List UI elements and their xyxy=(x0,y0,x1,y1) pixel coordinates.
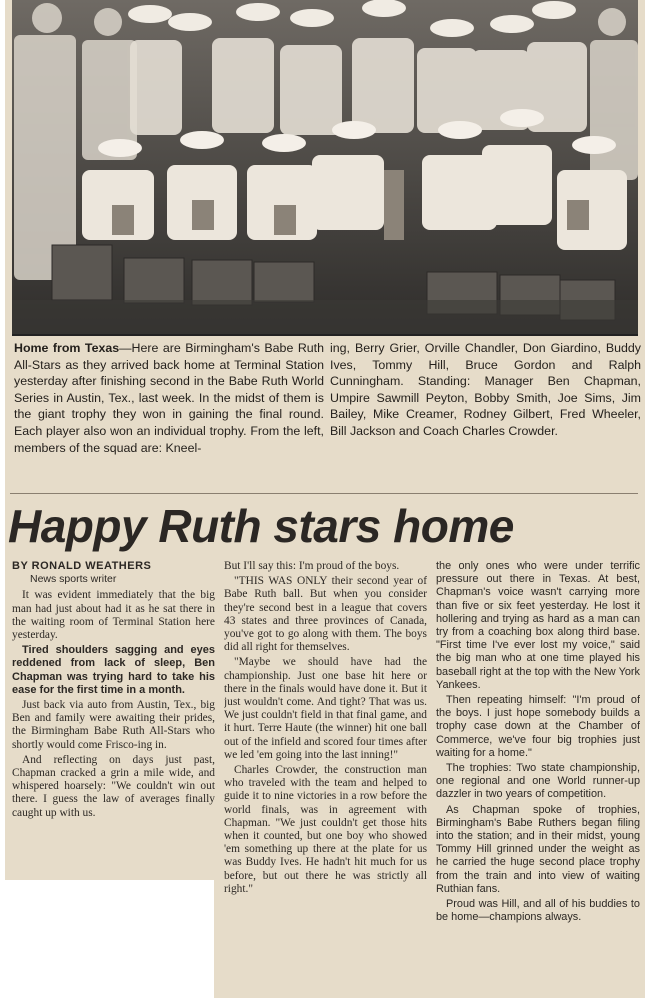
team-photo xyxy=(12,0,638,336)
article-column-3 xyxy=(436,560,640,998)
paragraph: the only ones who were under terrific pressure out there in Texas. At best, Chapman's voice wasn't carrying more than five or six feet yesterday. He lost it hollering and trying as hard as a man can try from a coaching box along third base. "First time I've ever lost my voice," said the big man who at one time played his baseball right at the top with the New York Yankees. xyxy=(436,560,640,691)
clipping-margin xyxy=(0,880,214,998)
paragraph: Tired shoulders sagging and eyes reddened from lack of sleep, Ben Chapman was trying hard to take his ease for the first time in a month. xyxy=(12,644,215,696)
caption-text-left: —Here are Birmingham's Babe Ruth All-Stars as they arrived back home at Terminal Station yesterday after finishing second in the Babe Ruth World Series in Austin, Tex., last week. In the midst of them is the giant trophy they won in gaining the final round. Each player also won an individual trophy. From the left, members of the squad are: Kneel- xyxy=(14,341,324,455)
photo-caption xyxy=(14,340,639,492)
caption-column-right: ing, Berry Grier, Orville Chandler, Don Giardino, Buddy Ives, Tommy Hill, Bruce Gordon and Ralph Cunningham. Standing: Manager Ben Chapman, Umpire Sawmill Peyton, Bobby Smith, Joe Sims, Jim Bailey, Mike Creamer, Rodney Gilbert, Fred Wheeler, Bill Jackson and Coach Charles Crowder. xyxy=(330,341,641,438)
paragraph: The trophies: Two state championship, one regional and one World runner-up dazzler in two years of competition. xyxy=(436,762,640,801)
byline: BY RONALD WEATHERS xyxy=(12,560,152,572)
byline-role: News sports writer xyxy=(30,573,117,586)
paragraph: And reflecting on days just past, Chapman cracked a grin a mile wide, and whispered hoarsely: "We couldn't win out there. I guess the law of averages finally caught up with us. xyxy=(12,753,215,819)
team-photo-figures xyxy=(12,0,638,334)
caption-lead: Home from Texas xyxy=(14,341,120,355)
paragraph: As Chapman spoke of trophies, Birmingham's Babe Ruthers began filing into the station; and in their midst, young Tommy Hill grinned under the weight as he carried the huge second place trophy from the train and into view of waiting Ruthian fans. xyxy=(436,803,640,895)
paragraph: It was evident immediately that the big man had just about had it as he sat there in the waiting room of Terminal Station here yesterday. xyxy=(12,589,215,642)
divider xyxy=(10,493,638,494)
headline: Happy Ruth stars home xyxy=(8,500,514,552)
paragraph: Then repeating himself: "I'm proud of the boys. I just hope somebody builds a trophy case down at the Chamber of Commerce, we've four big trophies just waiting for a home." xyxy=(436,694,640,759)
paragraph: Just back via auto from Austin, Tex., big Ben and family were awaiting their prides, the Birmingham Babe Ruth All-Stars who shortly would come Frisco-ing in. xyxy=(12,699,215,751)
paragraph: "THIS WAS ONLY their second year of Babe Ruth ball. But when you consider they're second best in a league that covers 43 states and three provinces of Canada, you've got to go along with them. The boys did all right for themselves. xyxy=(224,575,427,654)
paragraph: "Maybe we should have had the championship. Just one base hit here or there in the finals would have done it. But it just wouldn't come. And tight? That was us. We just couldn't field in that final game, and it hurt. Terre Haute (the winner) hit one ball out of the infield and scored four times after we led 'em going into the last inning!" xyxy=(224,656,427,761)
paragraph: Charles Crowder, the construction man who traveled with the team and helped to guide it to nine victories in a row before the world finals, was in agreement with Chapman. "We just couldn't get those hits when it counted, but one boy who showed 'em something up there at the plate for us was Buddy Ives. He hadn't hit much for us before, but out there he was strictly all right." xyxy=(224,764,427,895)
article-column-2 xyxy=(224,560,427,998)
paragraph: Proud was Hill, and all of his buddies to be home—champions always. xyxy=(436,898,640,924)
caption-column-left xyxy=(14,340,324,492)
paragraph: But I'll say this: I'm proud of the boys. xyxy=(224,560,400,572)
